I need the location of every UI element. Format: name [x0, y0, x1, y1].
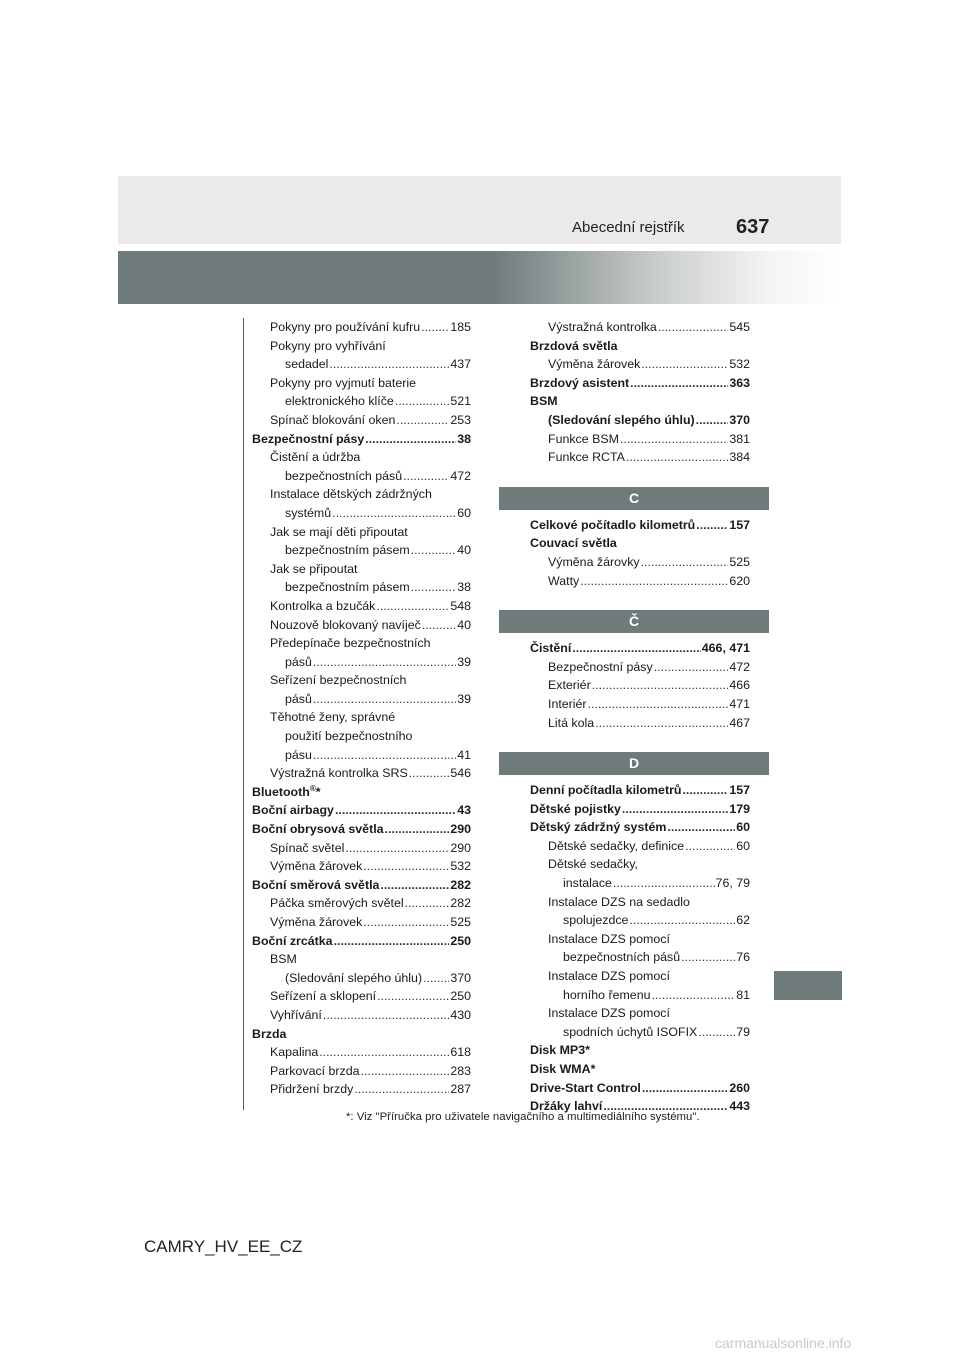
- index-entry-page: 250: [450, 933, 471, 948]
- leader-dots: [613, 874, 715, 893]
- index-entry: [252, 932, 471, 951]
- leader-dots: [626, 448, 728, 467]
- leader-dots: [345, 839, 449, 858]
- leader-dots: [620, 430, 728, 449]
- index-entry-term: Parkovací brzda: [270, 1063, 360, 1078]
- index-entry-page: 290: [450, 840, 471, 855]
- index-entry-term: použití bezpečnostního: [285, 729, 413, 744]
- leader-dots: [405, 894, 450, 913]
- index-entry-term: Instalace DZS pomocí: [548, 1006, 670, 1021]
- index-entry-page: 287: [450, 1082, 471, 1097]
- leader-dots: [313, 653, 456, 672]
- index-entry: [252, 801, 471, 820]
- leader-dots: [403, 467, 449, 486]
- index-entry: [252, 727, 471, 746]
- index-entry: [530, 695, 750, 714]
- index-entry-term: BSM: [270, 952, 297, 967]
- index-entry: [252, 969, 471, 988]
- index-entry: [530, 658, 750, 677]
- index-entry-page: 521: [450, 394, 471, 409]
- index-entry-page: 40: [457, 543, 471, 558]
- index-entry-page: 60: [736, 820, 750, 835]
- leader-dots: [580, 572, 728, 591]
- index-entry-term: Přidržení brzdy: [270, 1082, 354, 1097]
- index-entry: [530, 374, 750, 393]
- index-entry-term: Pokyny pro používání kufru: [270, 320, 421, 334]
- index-entry: [252, 318, 471, 337]
- index-entry-term: Seřízení bezpečnostních: [270, 673, 407, 688]
- index-entry-term: Denní počítadla kilometrů: [530, 783, 682, 798]
- index-entry-term: Boční zrcátka: [252, 933, 333, 948]
- index-entry: [252, 560, 471, 579]
- index-entry-page: 41: [457, 747, 471, 762]
- index-entry-page: 81: [736, 987, 750, 1002]
- index-entry: [530, 355, 750, 374]
- index-entry-page: 472: [729, 659, 750, 674]
- index-entry: [530, 1023, 750, 1042]
- index-entry-term: Dětské sedačky,: [548, 857, 638, 872]
- leader-dots: [696, 411, 729, 430]
- chapter-side-tab: [774, 971, 842, 1000]
- index-entry-page: 39: [457, 691, 471, 706]
- index-entry-term: Předepínače bezpečnostních: [270, 636, 431, 651]
- index-entry: [252, 634, 471, 653]
- leader-dots: [421, 318, 449, 337]
- leader-dots: [376, 597, 449, 616]
- index-entry-term: bezpečnostních pásů: [285, 468, 403, 483]
- index-entry: [252, 411, 471, 430]
- index-entry-term: Instalace DZS pomocí: [548, 969, 670, 984]
- index-entry-page: 370: [450, 970, 471, 985]
- index-entry-term: Jak se mají děti připoutat: [270, 524, 408, 539]
- index-entry-term: Exteriér: [548, 678, 591, 693]
- index-entry-term: pásů: [285, 691, 312, 706]
- index-entry-page: 79: [736, 1024, 750, 1039]
- index-entry: [530, 411, 750, 430]
- index-entry: [530, 392, 750, 411]
- index-entry: [252, 950, 471, 969]
- index-entry-term: Instalace DZS na sedadlo: [548, 894, 690, 909]
- leader-dots: [411, 541, 457, 560]
- index-entry: [252, 467, 471, 486]
- leader-dots: [572, 639, 700, 658]
- index-entry-term: systémů: [285, 505, 332, 520]
- index-entry: [530, 986, 750, 1005]
- index-entry-page: 472: [450, 468, 471, 483]
- index-entry: [530, 318, 750, 337]
- index-entry: [530, 1004, 750, 1023]
- leader-dots: [385, 820, 450, 839]
- index-entry-term: bezpečnostním pásem: [285, 543, 410, 558]
- index-entry-page: 290: [450, 822, 471, 837]
- index-entry-page: 525: [729, 554, 750, 569]
- leader-dots: [354, 1080, 449, 1099]
- index-entry-term: Boční airbagy: [252, 803, 334, 818]
- leader-dots: [685, 837, 735, 856]
- index-entry: [252, 1006, 471, 1025]
- index-entry: [530, 837, 750, 856]
- index-entry-term: Bezpečnostní pásy: [252, 431, 365, 446]
- index-entry-page: 363: [729, 375, 750, 390]
- index-entry-page: 370: [729, 412, 750, 427]
- registered-mark: ®: [309, 783, 316, 793]
- leader-dots: [323, 1006, 449, 1025]
- index-entry: [530, 714, 750, 733]
- index-entry: [530, 1060, 750, 1079]
- index-entry-term: Watty: [548, 573, 580, 588]
- page-number: 637: [736, 216, 770, 238]
- letter-section-header: Č: [499, 610, 769, 633]
- index-entry-term: Kapalina: [270, 1045, 319, 1060]
- index-entry: [530, 1079, 750, 1098]
- leader-dots: [313, 690, 456, 709]
- header-gradient-bar: [118, 251, 841, 304]
- index-entry-term: Bezpečnostní pásy: [548, 659, 653, 674]
- index-entry: [252, 746, 471, 765]
- index-entry-term: Nouzově blokovaný navíječ: [270, 617, 421, 632]
- index-entry-term: Kontrolka a bzučák: [270, 598, 376, 613]
- index-entry-term: Instalace DZS pomocí: [548, 931, 670, 946]
- index-entry: [252, 523, 471, 542]
- index-entry: [530, 818, 750, 837]
- index-entry-term: Výstražná kontrolka: [548, 320, 657, 334]
- header-band: [118, 176, 841, 244]
- index-entry-page: 466, 471: [701, 641, 750, 656]
- index-entry: [252, 764, 471, 783]
- index-entry-page: 282: [450, 877, 471, 892]
- leader-dots: [682, 781, 728, 800]
- index-entry-term: Čistění a údržba: [270, 450, 361, 465]
- index-entry-page: 430: [450, 1007, 471, 1022]
- index-entry: [530, 967, 750, 986]
- index-entry: [252, 671, 471, 690]
- index-entry: [252, 653, 471, 672]
- index-entry-term: pásů: [285, 654, 312, 669]
- leader-dots: [696, 516, 728, 535]
- index-entry-term: Funkce BSM: [548, 431, 619, 446]
- index-entry: [530, 553, 750, 572]
- index-entry: [530, 930, 750, 949]
- index-entry-term: Dětský zádržný systém: [530, 820, 667, 835]
- leader-dots: [396, 411, 449, 430]
- index-entry-page: 532: [729, 357, 750, 372]
- index-entry: [530, 337, 750, 356]
- leader-dots: [698, 1023, 735, 1042]
- index-entry: [530, 572, 750, 591]
- index-entry-term: Vyhřívání: [270, 1007, 322, 1022]
- index-entry-term: Brzdová světla: [530, 338, 618, 353]
- index-entry: [252, 597, 471, 616]
- index-entry-page: 381: [729, 431, 750, 446]
- index-entry-term: Funkce RCTA: [548, 450, 625, 465]
- index-entry-page: 38: [457, 580, 471, 595]
- index-entry-term: Brzdový asistent: [530, 375, 630, 390]
- index-entry-term: Spínač blokování oken: [270, 412, 396, 427]
- index-entry-term: BSM: [530, 394, 558, 409]
- index-entry-term: Těhotné ženy, správné: [270, 710, 396, 725]
- index-entry-page: 618: [450, 1045, 471, 1060]
- index-entry-page: 250: [450, 989, 471, 1004]
- index-entry: [252, 616, 471, 635]
- letter-section-header: D: [499, 752, 769, 775]
- index-entry: [252, 430, 471, 449]
- index-entry-term: Výměna žárovky: [548, 554, 640, 569]
- leader-dots: [334, 932, 450, 951]
- index-entry: [252, 876, 471, 895]
- leader-dots: [332, 504, 456, 523]
- index-entry-term: elektronického klíče: [285, 394, 394, 409]
- leader-dots: [411, 578, 457, 597]
- leader-dots: [667, 818, 735, 837]
- leader-dots: [622, 800, 728, 819]
- index-entry-page: 157: [729, 517, 750, 532]
- leader-dots: [630, 374, 728, 393]
- index-entry: [252, 1062, 471, 1081]
- index-entry-page: 43: [457, 803, 471, 818]
- index-entry-term: Disk WMA*: [530, 1062, 596, 1076]
- leader-dots: [313, 746, 456, 765]
- document-code: CAMRY_HV_EE_CZ: [144, 1237, 303, 1256]
- section-title: Abecední rejstřík: [572, 219, 685, 236]
- index-entry-term: pásu: [285, 747, 312, 762]
- index-entry-page: 40: [457, 617, 471, 632]
- index-entry-page: 525: [450, 915, 471, 929]
- index-entry: [530, 1041, 750, 1060]
- index-entry: [252, 987, 471, 1006]
- index-entry: [530, 639, 750, 658]
- index-entry-term: Drive-Start Control: [530, 1080, 641, 1095]
- index-entry: [252, 374, 471, 393]
- index-entry: [252, 485, 471, 504]
- index-entry: [530, 893, 750, 912]
- index-entry-term: spodních úchytů ISOFIX: [563, 1024, 698, 1039]
- leader-dots: [592, 676, 729, 695]
- index-entry-term: horního řemenu: [563, 987, 651, 1002]
- index-entry: [252, 1080, 471, 1099]
- index-entry-term: sedadel: [285, 357, 329, 372]
- index-entry-page: 76: [736, 950, 750, 965]
- index-entry-page: 283: [450, 1063, 471, 1078]
- index-entry: [530, 781, 750, 800]
- index-entry-page: 253: [450, 412, 471, 427]
- leader-dots: [380, 876, 449, 895]
- index-entry: [530, 448, 750, 467]
- index-entry: [252, 504, 471, 523]
- leader-dots: [658, 318, 729, 337]
- index-entry-term: Bluetooth: [252, 784, 310, 799]
- index-entry-page: 179: [729, 801, 750, 816]
- index-entry: [530, 516, 750, 535]
- index-entry-term: Litá kola: [548, 715, 595, 730]
- index-entry-page: 62: [736, 913, 750, 928]
- index-entry-page: 443: [729, 1099, 750, 1114]
- index-entry: [252, 578, 471, 597]
- index-entry: [252, 337, 471, 356]
- index-entry-term: (Sledování slepého úhlu): [285, 970, 423, 985]
- index-entry-page: 260: [729, 1080, 750, 1095]
- index-entry: [530, 911, 750, 930]
- index-entry: [252, 448, 471, 467]
- index-entry-term: Disk MP3*: [530, 1043, 590, 1058]
- index-entry: [530, 874, 750, 893]
- leader-dots: [588, 695, 729, 714]
- index-entry-page: 467: [729, 715, 750, 730]
- index-column-left: [252, 318, 471, 1099]
- index-entry-page: 437: [450, 357, 471, 372]
- index-entry-page: 532: [450, 859, 471, 874]
- index-entry-term: Instalace dětských zádržných: [270, 487, 432, 502]
- index-entry-page: 157: [729, 783, 750, 798]
- index-entry: [252, 541, 471, 560]
- index-entry-term: spolujezdce: [563, 913, 629, 928]
- index-entry: [252, 913, 471, 932]
- index-entry-page: 384: [729, 450, 750, 465]
- index-entry-term: Dětské pojistky: [530, 801, 621, 816]
- index-entry-term: Pokyny pro vyjmutí baterie: [270, 375, 416, 390]
- index-entry-page: 282: [450, 896, 471, 911]
- index-entry-term: Spínač světel: [270, 840, 345, 855]
- index-entry-term: Držáky lahví: [530, 1099, 603, 1114]
- leader-dots: [395, 392, 449, 411]
- leader-dots: [641, 553, 729, 572]
- index-entry-page: 38: [457, 431, 471, 446]
- index-entry-page: 546: [450, 766, 471, 781]
- index-entry-term: Páčka směrových světel: [270, 896, 404, 911]
- leader-dots: [629, 911, 735, 930]
- index-entry: [252, 839, 471, 858]
- leader-dots: [319, 1043, 449, 1062]
- index-entry: [252, 708, 471, 727]
- index-entry: [252, 820, 471, 839]
- index-entry: [252, 857, 471, 876]
- leader-dots: [423, 969, 449, 988]
- index-entry-term: Seřízení a sklopení: [270, 989, 377, 1004]
- leader-dots: [363, 913, 449, 932]
- index-entry: [530, 855, 750, 874]
- index-entry: [252, 392, 471, 411]
- leader-dots: [654, 658, 729, 677]
- footnote-asterisk: *: [315, 784, 321, 799]
- index-column-right: [530, 318, 750, 1116]
- index-entry: [252, 355, 471, 374]
- index-entry-page: 60: [736, 838, 750, 853]
- leader-dots: [377, 987, 449, 1006]
- leader-dots: [363, 857, 449, 876]
- index-entry-term: Výměna žárovek: [270, 915, 363, 929]
- index-entry-term: bezpečnostním pásem: [285, 580, 410, 595]
- leader-dots: [361, 1062, 450, 1081]
- index-entry-term: Boční směrová světla: [252, 877, 380, 892]
- leader-dots: [329, 355, 449, 374]
- index-entry-term: bezpečnostních pásů: [563, 950, 681, 965]
- index-entry-page: 466: [729, 678, 750, 693]
- footnote: *: Viz "Příručka pro uživatele navigačního a multimediálního systému".: [346, 1111, 700, 1123]
- index-entry-term: Brzda: [252, 1026, 287, 1041]
- index-entry-term: Dětské sedačky, definice: [548, 838, 685, 853]
- leader-dots: [335, 801, 456, 820]
- index-entry-term: Pokyny pro vyhřívání: [270, 338, 386, 353]
- index-entry-page: 76, 79: [715, 876, 750, 891]
- leader-dots: [365, 430, 456, 449]
- index-entry-term: Jak se připoutat: [270, 561, 358, 576]
- index-entry: [252, 894, 471, 913]
- leader-dots: [681, 948, 735, 967]
- index-entry-term: Interiér: [548, 696, 587, 711]
- index-entry: [252, 783, 471, 802]
- index-entry-term: Výměna žárovek: [270, 859, 363, 874]
- index-entry: [252, 690, 471, 709]
- leader-dots: [422, 616, 456, 635]
- index-entry-page: 620: [729, 573, 750, 588]
- leader-dots: [595, 714, 728, 733]
- index-entry-term: (Sledování slepého úhlu): [548, 412, 695, 427]
- index-entry: [252, 1043, 471, 1062]
- leader-dots: [651, 986, 735, 1005]
- index-entry-page: 39: [457, 654, 471, 669]
- index-entry: [530, 676, 750, 695]
- index-entry-page: 545: [729, 320, 750, 334]
- index-entry-page: 60: [457, 505, 471, 520]
- index-entry-term: Celkové počítadlo kilometrů: [530, 517, 696, 532]
- column-divider-line: [243, 318, 244, 1110]
- leader-dots: [409, 764, 450, 783]
- index-entry-term: Couvací světla: [530, 536, 617, 551]
- index-entry-page: 185: [450, 320, 471, 334]
- index-entry-page: 548: [450, 598, 471, 613]
- index-entry-term: Výstražná kontrolka SRS: [270, 766, 408, 781]
- watermark: carmanualsonline.info: [715, 1335, 852, 1351]
- index-entry-page: 471: [729, 696, 750, 711]
- index-entry: [530, 800, 750, 819]
- index-entry: [530, 430, 750, 449]
- index-entry-term: Čistění: [530, 641, 572, 656]
- index-entry: [252, 1025, 471, 1044]
- index-entry: [530, 948, 750, 967]
- index-entry: [530, 534, 750, 553]
- index-entry-term: Boční obrysová světla: [252, 822, 384, 837]
- index-entry-term: instalace: [563, 876, 612, 891]
- index-entry-term: Výměna žárovek: [548, 357, 641, 372]
- leader-dots: [642, 1079, 728, 1098]
- leader-dots: [641, 355, 728, 374]
- letter-section-header: C: [499, 487, 769, 510]
